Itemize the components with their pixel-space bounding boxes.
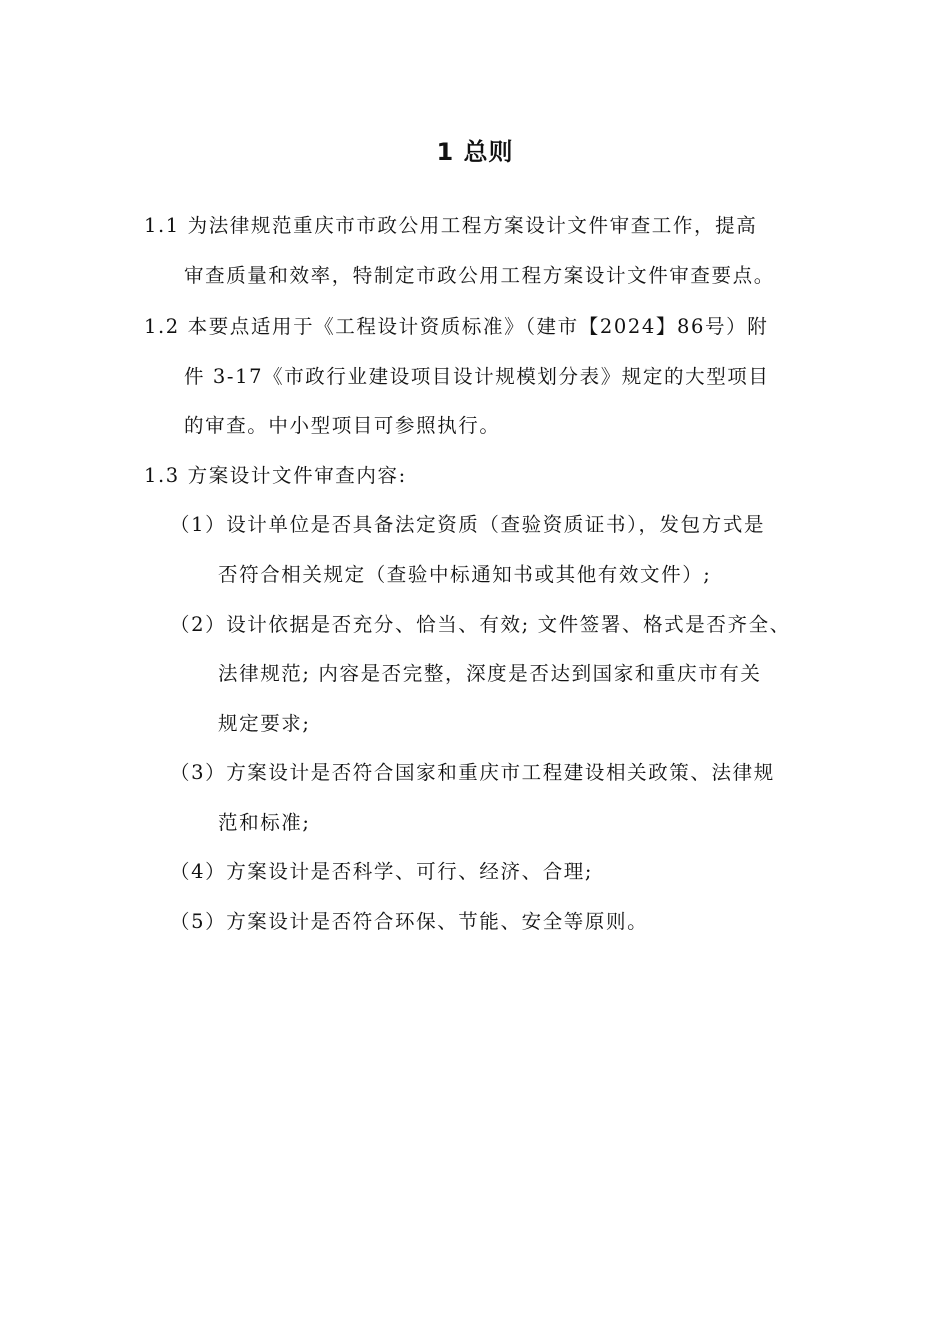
clause-1-2-line-2: 件 3-17《市政行业建设项目设计规模划分表》规定的大型项目 (184, 365, 770, 388)
item-2-line-1: （2）设计依据是否充分、恰当、有效; 文件签署、格式是否齐全、 (170, 613, 791, 636)
item-3-line-2: 范和标准; (218, 811, 311, 834)
item-1-line-1: （1）设计单位是否具备法定资质（查验资质证书），发包方式是 (170, 513, 766, 536)
clause-1-3-line-1: 1.3 方案设计文件审查内容: (144, 464, 407, 487)
item-2-line-2: 法律规范; 内容是否完整，深度是否达到国家和重庆市有关 (218, 662, 762, 685)
item-4-line-1: （4）方案设计是否科学、可行、经济、合理; (170, 860, 594, 883)
item-2-line-3: 规定要求; (218, 712, 311, 735)
clause-1-2-line-1: 1.2 本要点适用于《工程设计资质标准》（建市【2024】86号）附 (144, 315, 769, 338)
item-5-line-1: （5）方案设计是否符合环保、节能、安全等原则。 (170, 910, 649, 933)
clause-1-1-line-1: 1.1 为法律规范重庆市市政公用工程方案设计文件审查工作，提高 (144, 214, 758, 237)
item-1-line-2: 否符合相关规定（查验中标通知书或其他有效文件）; (218, 563, 712, 586)
clause-1-2-line-3: 的审查。中小型项目可参照执行。 (184, 414, 501, 437)
clause-1-1-line-2: 审查质量和效率，特制定市政公用工程方案设计文件审查要点。 (184, 264, 775, 287)
item-3-line-1: （3）方案设计是否符合国家和重庆市工程建设相关政策、法律规 (170, 761, 775, 784)
page-title: 1 总则 (436, 138, 514, 166)
